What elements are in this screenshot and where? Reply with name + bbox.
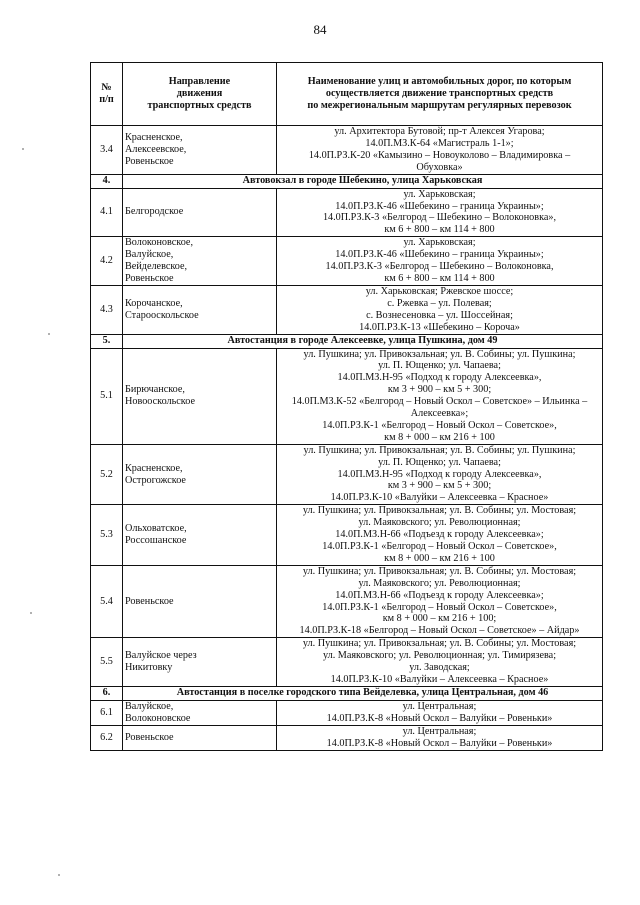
road-line: 14.0П.РЗ.К-1 «Белгород – Новый Оскол – Советское», [322, 541, 557, 552]
roads-cell [277, 725, 603, 750]
direction-line: Старооскольское [125, 309, 199, 321]
road-line: 14.0П.РЗ.К-46 «Шебекино – граница Украины»; [335, 249, 544, 261]
table-row [91, 237, 603, 286]
road-line: Алексеевка»; [410, 408, 469, 420]
road-line: Обуховка» [416, 161, 463, 173]
direction-line: Бирючанское, [125, 384, 185, 396]
direction-cell [123, 505, 277, 566]
road-line: с. Вознесеновка – ул. Шоссейная; [366, 309, 513, 321]
direction-cell [123, 348, 277, 444]
scan-speck [30, 612, 32, 614]
table-row [91, 444, 603, 505]
roads-cell [277, 505, 603, 566]
section-row [91, 174, 603, 188]
direction-line: Ровеньское [125, 595, 174, 607]
direction-cell [123, 285, 277, 334]
roads-cell [277, 638, 603, 687]
road-line: км 8 + 000 – км 216 + 100; [382, 613, 497, 625]
section-row [91, 686, 603, 700]
row-number: 3.4 [91, 126, 123, 175]
road-line: ул. Пушкина; ул. Привокзальная; ул. В. Собины; ул. Пушкина; [303, 348, 576, 360]
road-line: 14.0П.МЗ.Н-66 «Подъезд к городу Алексеевка»; [335, 589, 544, 601]
roads-cell [277, 188, 603, 237]
table-row [91, 505, 603, 566]
row-number: 4.2 [91, 237, 123, 286]
road-line: 14.0П.МЗ.К-52 «Белгород – Новый Оскол – Советское» – Ильинка – [291, 396, 588, 408]
road-line: ул. Центральная; [402, 700, 477, 712]
direction-cell [123, 700, 277, 725]
road-line: 14.0П.РЗ.К-46 «Шебекино – граница Украины»; [335, 200, 544, 212]
header-number: № п/п [91, 63, 123, 126]
roads-cell [277, 237, 603, 286]
direction-line: Валуйское, [125, 249, 174, 261]
direction-cell [123, 725, 277, 750]
direction-line: Ровеньское [125, 272, 174, 284]
row-number: 4.1 [91, 188, 123, 237]
road-line: ул. Маяковского; ул. Революционная; ул. Тимирязева; [322, 650, 557, 662]
road-line: 14.0П.МЗ.Н-95 «Подход к городу Алексеевка», [337, 372, 542, 384]
direction-line: Россошанское [125, 535, 187, 547]
row-number: 5.3 [91, 505, 123, 566]
road-line: ул. Пушкина; ул. Привокзальная; ул. В. Собины; ул. Мостовая; [302, 565, 577, 577]
section-title: Автостанция в поселке городского типа Вейделевка, улица Центральная, дом 46 [123, 686, 603, 700]
roads-cell [277, 444, 603, 505]
table-row [91, 188, 603, 237]
direction-line: Ольховатское, [125, 523, 187, 535]
row-number: 4.3 [91, 285, 123, 334]
road-line: 14.0П.РЗ.К-1 «Белгород – Новый Оскол – Советское», [322, 419, 557, 431]
roads-cell [277, 348, 603, 444]
table-row [91, 725, 603, 750]
section-title: Автостанция в городе Алексеевке, улица Пушкина, дом 49 [123, 334, 603, 348]
roads-cell [277, 126, 603, 175]
direction-line: Белгородское [125, 206, 184, 218]
section-number: 6. [91, 686, 123, 700]
section-title: Автовокзал в городе Шебекино, улица Харьковская [123, 174, 603, 188]
scan-speck [22, 148, 24, 150]
road-line: ул. Маяковского; ул. Революционная; [358, 517, 521, 529]
row-number: 5.5 [91, 638, 123, 687]
direction-line: Волоконовское, [125, 237, 193, 249]
road-line: км 6 + 800 – км 114 + 800 [384, 224, 495, 236]
direction-cell [123, 444, 277, 505]
road-line: ул. П. Ющенко; ул. Чапаева; [378, 456, 501, 468]
road-line: км 8 + 000 – км 216 + 100 [384, 431, 495, 443]
row-number: 5.1 [91, 348, 123, 444]
row-number: 5.4 [91, 565, 123, 637]
table-row [91, 285, 603, 334]
road-line: ул. Маяковского; ул. Революционная; [358, 577, 521, 589]
road-line: ул. Заводская; [409, 662, 470, 674]
table-header-row [91, 63, 603, 126]
road-line: 14.0П.РЗ.К-13 «Шебекино – Короча» [359, 321, 520, 333]
direction-line: Волоконовское [125, 712, 191, 724]
road-line: 14.0П.РЗ.К-10 «Валуйки – Алексеевка – Красное» [330, 673, 549, 685]
direction-line: Красненское, [125, 131, 183, 143]
road-line: ул. Пушкина; ул. Привокзальная; ул. В. Собины; ул. Мостовая; [302, 638, 577, 650]
table-row [91, 126, 603, 175]
road-line: 14.0П.РЗ.К-3 «Белгород – Шебекино – Волоконовка, [325, 261, 554, 273]
road-line: км 6 + 800 – км 114 + 800 [384, 272, 495, 284]
scan-speck [48, 333, 50, 335]
direction-line: Острогожское [125, 474, 186, 486]
road-line: ул. Архитектора Бутовой; пр-т Алексея Угарова; [334, 126, 545, 137]
row-number: 6.1 [91, 700, 123, 725]
section-number: 5. [91, 334, 123, 348]
direction-line: Ровеньское [125, 155, 174, 167]
direction-cell [123, 188, 277, 237]
road-line: 14.0П.РЗ.К-18 «Белгород – Новый Оскол – Советское» – Айдар» [299, 625, 580, 637]
road-line: ул. Харьковская; Ржевское шоссе; [365, 285, 514, 297]
road-line: 14.0П.МЗ.Н-66 «Подъезд к городу Алексеевка»; [335, 529, 544, 541]
road-line: 14.0П.РЗ.К-1 «Белгород – Новый Оскол – Советское», [322, 601, 557, 613]
row-number: 5.2 [91, 444, 123, 505]
direction-line: Алексеевское, [125, 143, 187, 155]
road-line: ул. Пушкина; ул. Привокзальная; ул. В. Собины; ул. Мостовая; [302, 505, 577, 517]
road-line: 14.0П.РЗ.К-3 «Белгород – Шебекино – Волоконовка», [322, 212, 557, 224]
direction-line: Новооскольское [125, 396, 195, 408]
row-number: 6.2 [91, 725, 123, 750]
page-number: 84 [313, 22, 327, 37]
direction-line: Валуйское, [125, 700, 174, 712]
direction-line: Ровеньское [125, 731, 174, 743]
road-line: ул. Харьковская; [403, 237, 476, 249]
road-line: км 3 + 900 – км 5 + 300; [387, 384, 492, 396]
table-row [91, 348, 603, 444]
header-roads: Наименование улиц и автомобильных дорог, по которым осуществляется движение транспортных средств по межрегиональным маршрутам регулярных перевозок [277, 63, 603, 126]
direction-cell [123, 565, 277, 637]
roads-cell [277, 565, 603, 637]
road-line: км 3 + 900 – км 5 + 300; [387, 480, 492, 492]
road-line: ул. Центральная; [402, 725, 477, 737]
direction-cell [123, 237, 277, 286]
road-line: ул. Харьковская; [403, 188, 476, 200]
table-body [91, 126, 603, 751]
road-line: км 8 + 000 – км 216 + 100 [384, 552, 495, 564]
direction-line: Корочанское, [125, 297, 183, 309]
direction-line: Никитовку [125, 662, 173, 674]
routes-table [90, 62, 603, 751]
road-line: 14.0П.РЗ.К-10 «Валуйки – Алексеевка – Красное» [330, 492, 549, 504]
table-row [91, 700, 603, 725]
section-row [91, 334, 603, 348]
road-line: 14.0П.РЗ.К-8 «Новый Оскол – Валуйки – Ровеньки» [326, 737, 553, 749]
direction-cell [123, 126, 277, 175]
road-line: ул. П. Ющенко; ул. Чапаева; [378, 360, 501, 372]
road-line: 14.0П.МЗ.К-64 «Магистраль 1-1»; [365, 137, 514, 149]
scan-speck [58, 874, 60, 876]
road-line: 14.0П.РЗ.К-8 «Новый Оскол – Валуйки – Ровеньки» [326, 712, 553, 724]
road-line: ул. Пушкина; ул. Привокзальная; ул. В. Собины; ул. Пушкина; [303, 444, 576, 456]
direction-line: Вейделевское, [125, 261, 188, 273]
roads-cell [277, 700, 603, 725]
direction-line: Красненское, [125, 462, 183, 474]
direction-line: Валуйское через [125, 650, 197, 662]
direction-cell [123, 638, 277, 687]
table-row [91, 565, 603, 637]
section-number: 4. [91, 174, 123, 188]
road-line: 14.0П.РЗ.К-20 «Камызино – Новоуколово – Владимировка – [308, 149, 571, 161]
table-row [91, 638, 603, 687]
road-line: 14.0П.МЗ.Н-95 «Подход к городу Алексеевка», [337, 468, 542, 480]
roads-cell [277, 285, 603, 334]
header-direction: Направление движения транспортных средств [123, 63, 277, 126]
road-line: с. Ржевка – ул. Полевая; [387, 297, 492, 309]
